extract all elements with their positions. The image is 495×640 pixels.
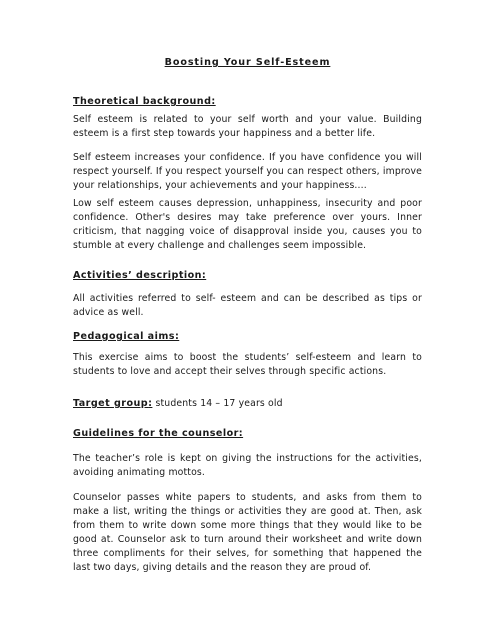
document-title: Boosting Your Self-Esteem	[164, 57, 331, 68]
theoretical-paragraph-1: Self esteem is related to your self worth and your value. Building esteem is a first step towards your happiness and a better life.	[73, 114, 422, 139]
theoretical-paragraph-2: Self esteem increases your confidence. If you have confidence you will respect yourself. If you respect yourself you can respect others, improve your relationships, your achievements and your happiness....	[73, 152, 422, 191]
guidelines-paragraph-1: The teacher’s role is kept on giving the instructions for the activities, avoiding animating mottos.	[73, 453, 422, 478]
pedagogical-aims-heading: Pedagogical aims:	[73, 331, 180, 342]
guidelines-heading: Guidelines for the counselor:	[73, 428, 244, 439]
activities-description-heading: Activities’ description:	[73, 270, 207, 281]
target-group-line	[73, 398, 283, 409]
guidelines-paragraph-2: Counselor passes white papers to students, and asks from them to make a list, writing the things or activities they are good at. Then, ask from them to write down some more things that they would like to be good at. Counselor ask to turn around their worksheet and write down three compliments for their selves, for something that happened the last two days, giving details and the reason they are proud of.	[73, 492, 422, 573]
target-group-colon: :	[148, 398, 153, 409]
theoretical-background-heading: Theoretical background:	[73, 96, 216, 107]
activities-paragraph: All activities referred to self- esteem and can be described as tips or advice as well.	[73, 293, 422, 318]
target-group-value: students 14 – 17 years old	[152, 398, 283, 409]
theoretical-paragraph-3: Low self esteem causes depression, unhappiness, insecurity and poor confidence. Other's desires may take preference over yours. Inner criticism, that nagging voice of disapproval inside you, causes you to stumble at every challenge and challenges seem impossible.	[73, 198, 422, 251]
target-group-label: Target group	[73, 398, 149, 409]
pedagogical-aims-paragraph: This exercise aims to boost the students’ self-esteem and learn to students to love and accept their selves through specific actions.	[73, 352, 422, 377]
